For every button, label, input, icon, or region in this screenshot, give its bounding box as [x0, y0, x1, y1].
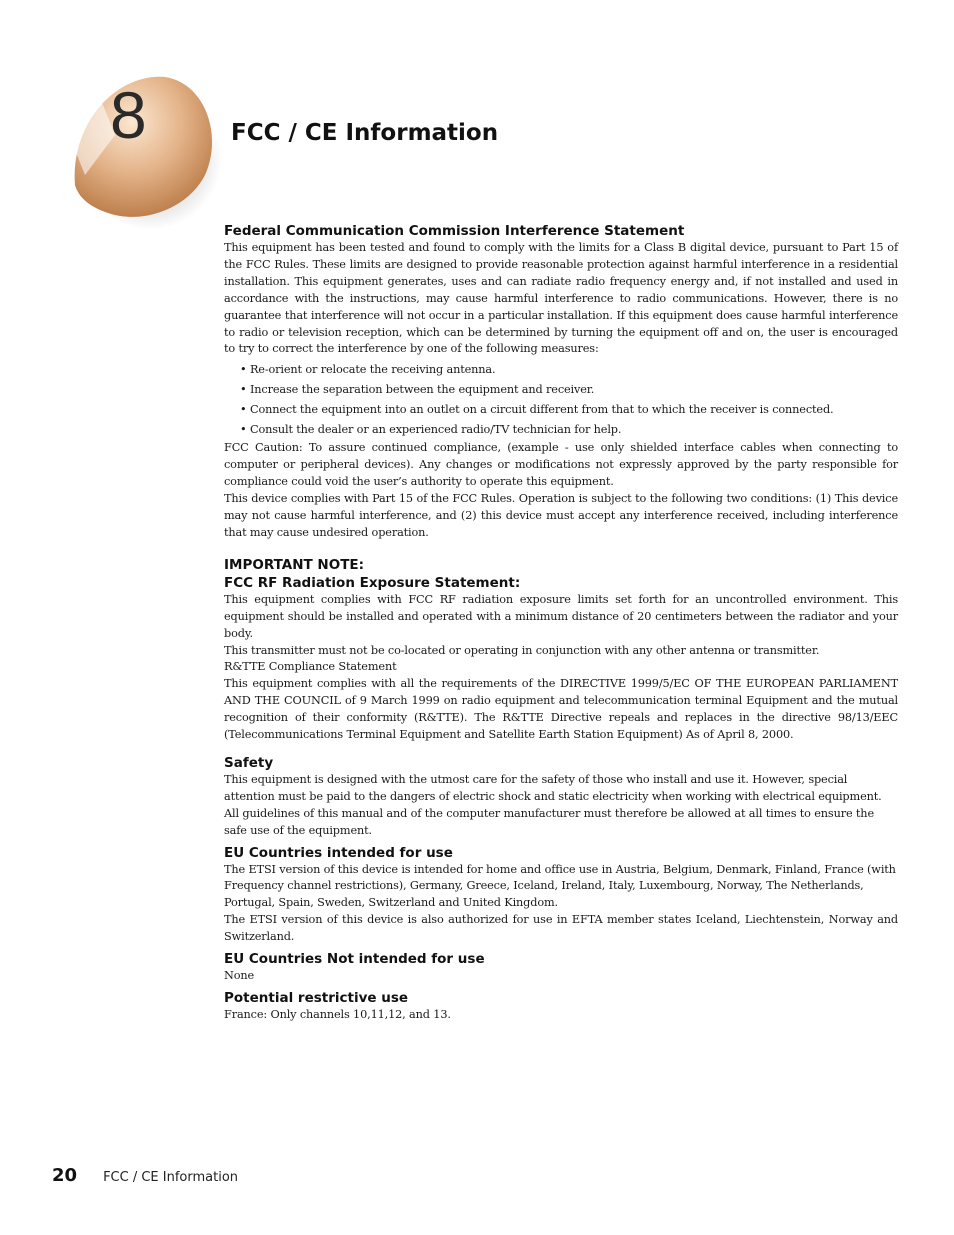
fcc-part15: This device complies with Part 15 of the FCC Rules. Operation is subject to the following two conditions: (1) This device may not cause harmful interference, and (2) this device must accept any interference received, including interference that may cause undesired operation. — [224, 492, 898, 539]
eu-not-intended-heading: EU Countries Not intended for use — [224, 951, 485, 968]
efta-text: The ETSI version of this device is also authorized for use in EFTA member states Iceland, Liechtenstein, Norway and Switzerland. — [224, 913, 898, 944]
eu-not-intended-text: None — [224, 969, 255, 983]
restrictive-use-heading: Potential restrictive use — [224, 990, 409, 1006]
footer-title: FCC / CE Information — [103, 1170, 239, 1185]
rf-exposure-text: This equipment complies with FCC RF radiation exposure limits set forth for an uncontrolled environment. This equipment should be installed and operated with a minimum distance of 20 centimeters between the radiator and your body. — [224, 592, 898, 640]
rtte-statement-label: R&TTE Compliance Statement — [224, 660, 397, 674]
chapter-title: FCC / CE Information — [231, 120, 499, 146]
colocation-text: This transmitter must not be co-located or operating in conjunction with any other antenna or transmitter. — [224, 643, 820, 657]
page-footer — [52, 1165, 238, 1186]
fcc-intro: This equipment has been tested and found to comply with the limits for a Class B digital device, pursuant to Part 15 of the FCC Rules. These limits are designed to provide reasonable protection against harmful interference in a residential installation. This equipment generates, uses and can radiate radio frequency energy and, if not installed and used in accordance with the instructions, may cause harmful interference to radio communications. However, there is no guarantee that interference will not occur in a particular installation. If this equipment does cause harmful interference to radio or television reception, which can be determined by turning the equipment off and on, the user is encouraged to try to correct the interference by one of the following measures: — [224, 241, 898, 356]
list-item: • Re-orient or relocate the receiving antenna. — [240, 363, 496, 377]
fcc-caution: FCC Caution: To assure continued compliance, (example - use only shielded interface cables when connecting to computer or peripheral devices). Any changes or modifications not expressly approved by the party responsible for compliance could void the user’s authority to operate this equipment. — [224, 441, 898, 489]
rf-exposure-heading: FCC RF Radiation Exposure Statement: — [224, 574, 521, 591]
measures-list — [224, 360, 898, 440]
list-item: • Consult the dealer or an experienced radio/TV technician for help. — [240, 423, 622, 437]
fcc-heading: Federal Communication Commission Interference Statement — [224, 223, 685, 239]
chapter-number: 8 — [110, 78, 147, 152]
eu-intended-heading: EU Countries intended for use — [224, 844, 453, 861]
page-number: 20 — [52, 1165, 78, 1186]
safety-text: This equipment is designed with the utmost care for the safety of those who install and use it. However, special attention must be paid to the dangers of electric shock and static electricity when working with electrical equipment. All guidelines of this manual and of the computer manufacturer must therefore be allowed at all times to ensure the safe use of the equipment. — [224, 772, 882, 837]
rtte-text: This equipment complies with all the requirements of the DIRECTIVE 1999/5/EC OF THE EUROPEAN PARLIAMENT AND THE COUNCIL of 9 March 1999 on radio equipment and telecommunication terminal Equipment and the mutual recognition of their conformity (R&TTE). The R&TTE Directive repeals and replaces in the directive 98/13/EEC (Telecommunications Terminal Equipment and Satellite Earth Station Equipment) As of April 8, 2000. — [224, 677, 898, 742]
important-note-heading: IMPORTANT NOTE: — [224, 556, 365, 573]
page-content — [224, 222, 898, 1024]
eu-intended-text: The ETSI version of this device is intended for home and office use in Austria, Belgium, Denmark, Finland, France (with Frequency channel restrictions), Germany, Greece, Iceland, Ireland, Italy, Luxembourg, Norway, The Netherlands, Portugal, Spain, Sweden, Switzerland and United Kingdom. — [224, 862, 896, 910]
safety-heading: Safety — [224, 754, 274, 771]
list-item: • Increase the separation between the equipment and receiver. — [240, 383, 595, 397]
list-item: • Connect the equipment into an outlet on a circuit different from that to which the receiver is connected. — [240, 403, 834, 417]
restrictive-use-text: France: Only channels 10,11,12, and 13. — [224, 1008, 451, 1021]
